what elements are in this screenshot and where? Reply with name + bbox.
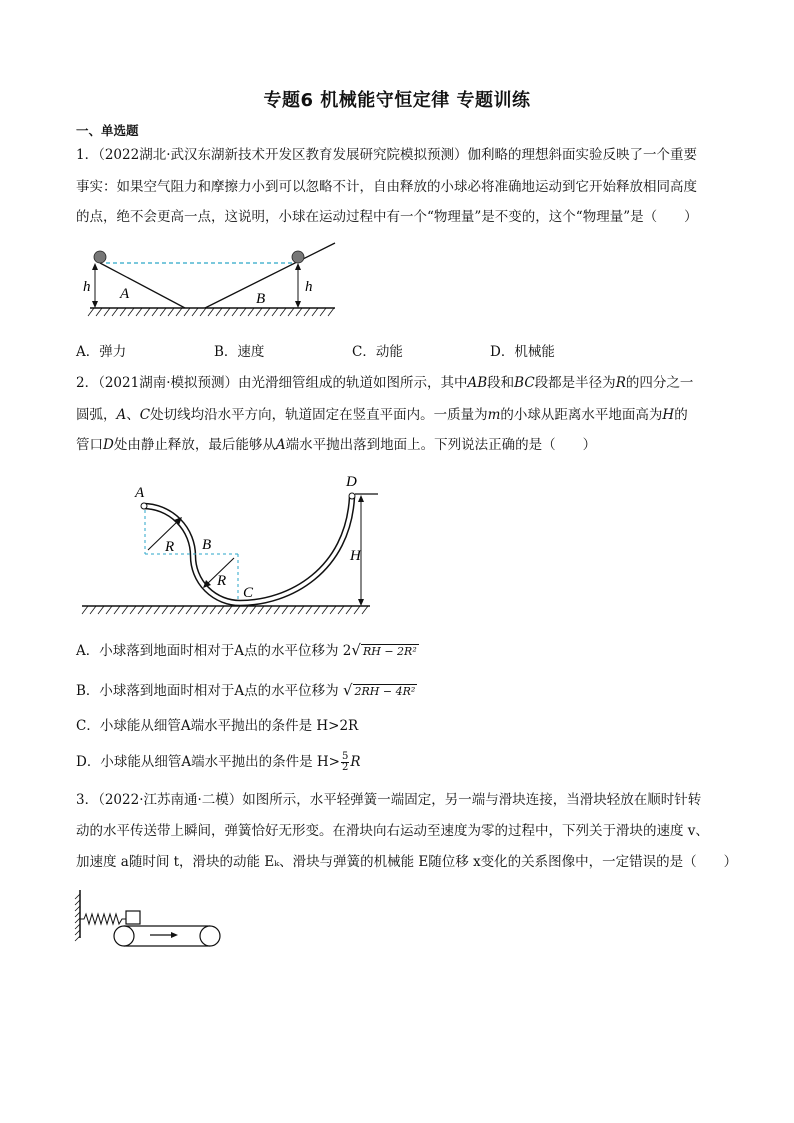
label-incline-b: B <box>256 291 266 307</box>
q2-tube-track-figure <box>80 470 380 618</box>
belt-pulley-right <box>200 926 220 946</box>
ground-hatching <box>88 308 334 316</box>
label-radius-2: R <box>217 573 227 589</box>
belt-pulley-left <box>114 926 134 946</box>
q1-incline-figure <box>80 240 350 326</box>
q1-line-3: 的点，绝不会更高一点，这说明，小球在运动过程中有一个“物理量”是不变的，这个“物理量”是（ ） <box>76 209 698 225</box>
label-h-right: h <box>305 279 313 295</box>
label-h-left: h <box>83 279 91 295</box>
spring <box>80 914 126 924</box>
q1-option-d: D．机械能 <box>490 344 555 360</box>
label-point-c: C <box>243 585 254 601</box>
q2-option-d: D．小球能从细管A端水平抛出的条件是 H> $\frac{5}{2}$ R <box>76 751 361 773</box>
page-title: 专题6 机械能守恒定律 专题训练 <box>263 90 531 111</box>
q2-option-a: A．小球落到地面时相对于A点的水平位移为 2√ RH − 2R² <box>76 641 417 659</box>
q2-option-b: B．小球落到地面时相对于A点的水平位移为 √ 2RH − 4R² <box>76 681 416 699</box>
label-point-d: D <box>346 474 357 490</box>
label-radius-1: R <box>165 539 175 555</box>
ball-right <box>292 251 304 263</box>
label-point-a: A <box>135 485 145 501</box>
section-heading: 一、单选题 <box>76 123 139 138</box>
q2-line-1: 2．（2021湖南·模拟预测）由光滑细管组成的轨道如图所示，其中AB段和BC段都是半径为R的四分之一 <box>76 375 694 391</box>
q2-option-c: C．小球能从细管A端水平抛出的条件是 H>2R <box>76 718 359 734</box>
incline-b <box>205 243 335 308</box>
q2-line-2: 圆弧，A、C处切线均沿水平方向，轨道固定在竖直平面内。一质量为m的小球从距离水平地面高为H的 <box>76 407 688 423</box>
label-height-h: H <box>350 548 361 564</box>
q3-line-1: 3．（2022·江苏南通·二模）如图所示，水平轻弹簧一端固定，另一端与滑块连接，当滑块轻放在顺时针转 <box>76 792 702 808</box>
q1-option-c: C．动能 <box>352 344 403 360</box>
ball-left <box>94 251 106 263</box>
point-a-marker <box>141 503 147 509</box>
q3-line-2: 动的水平传送带上瞬间，弹簧恰好无形变。在滑块向右运动至速度为零的过程中，下列关于滑块的速度 v、 <box>76 823 709 839</box>
radius-arrow-1 <box>148 520 179 550</box>
label-point-b: B <box>202 537 212 553</box>
q3-spring-conveyor-figure <box>72 888 222 952</box>
q1-option-a: A．弹力 <box>76 344 127 360</box>
slider-block <box>126 911 140 924</box>
q1-option-b: B．速度 <box>214 344 265 360</box>
q2-line-3: 管口D处由静止释放，最后能够从A端水平抛出落到地面上。下列说法正确的是（ ） <box>76 437 597 453</box>
q3-line-3: 加速度 a随时间 t，滑块的动能 Eₖ、滑块与弹簧的机械能 E随位移 x变化的关系图像中，一定错误的是（ ） <box>76 854 738 870</box>
incline-a <box>100 263 185 308</box>
label-incline-a: A <box>120 286 130 302</box>
q1-line-2: 事实：如果空气阻力和摩擦力小到可以忽略不计，自由释放的小球必将准确地运动到它开始释放相同高度 <box>76 179 697 195</box>
point-d-marker <box>349 493 355 499</box>
ground-hatching <box>82 606 368 614</box>
q1-line-1: 1．（2022湖北·武汉东湖新技术开发区教育发展研究院模拟预测）伽利略的理想斜面实验反映了一个重要 <box>76 147 697 163</box>
